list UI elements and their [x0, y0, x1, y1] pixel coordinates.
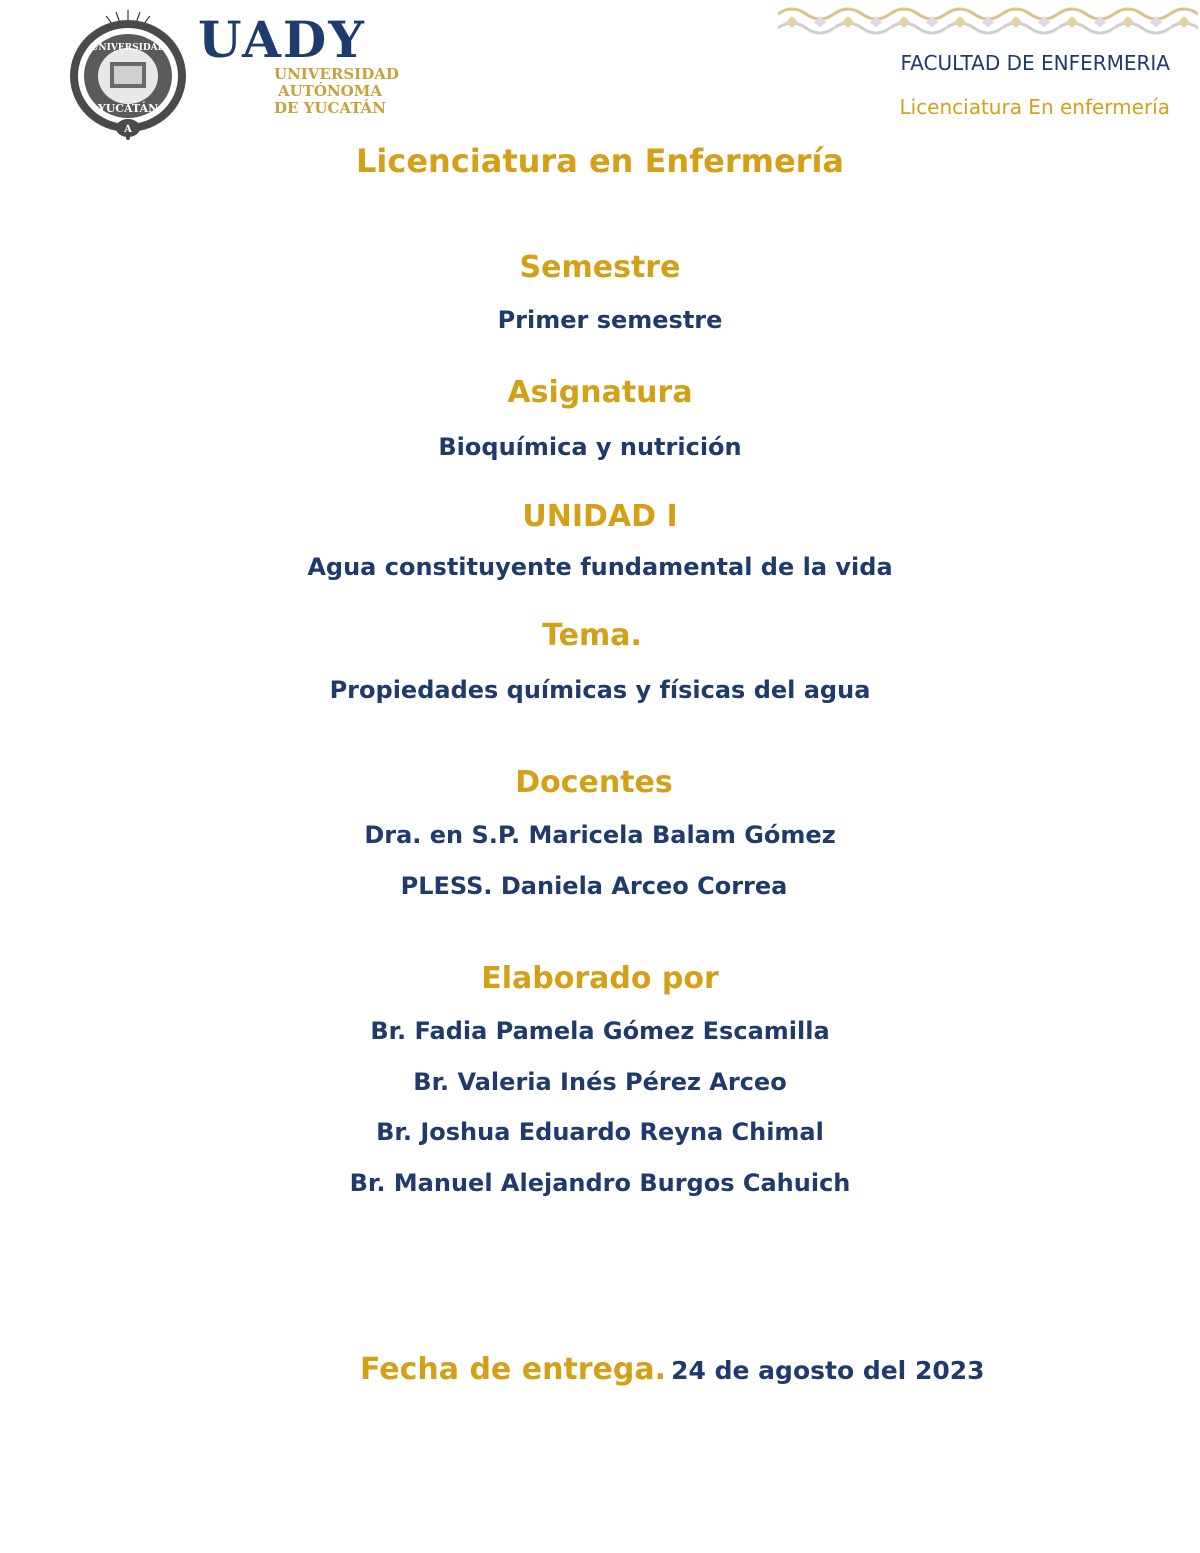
uady-acronym: UADY [198, 10, 366, 69]
svg-text:YUCATÁN: YUCATÁN [97, 102, 159, 115]
program-name: Licenciatura En enfermería [899, 95, 1170, 119]
uady-wordmark [198, 10, 438, 124]
unit-value: Agua constituyente fundamental de la vida [307, 553, 893, 581]
topic-label: Tema. [542, 618, 642, 653]
decorative-pattern [778, 4, 1198, 40]
author-name: Br. Valeria Inés Pérez Arceo [413, 1068, 787, 1096]
subject-label: Asignatura [507, 375, 693, 410]
semester-value: Primer semestre [497, 306, 723, 334]
svg-text:UNIVERSIDAD: UNIVERSIDAD [90, 43, 166, 53]
uady-name-line-1: UNIVERSIDAD [274, 65, 399, 83]
unit-label: UNIDAD I [522, 499, 678, 534]
subject-value: Bioquímica y nutrición [438, 433, 742, 461]
teacher-name: Dra. en S.P. Maricela Balam Gómez [364, 821, 836, 849]
author-name: Br. Manuel Alejandro Burgos Cahuich [349, 1169, 851, 1197]
delivery-date-label: Fecha de entrega. [360, 1352, 667, 1387]
document-title: Licenciatura en Enfermería [356, 142, 844, 180]
author-name: Br. Fadia Pamela Gómez Escamilla [370, 1017, 830, 1045]
svg-text:A: A [124, 124, 132, 135]
author-name: Br. Joshua Eduardo Reyna Chimal [376, 1118, 824, 1146]
uady-name-line-3: DE YUCATÁN [274, 99, 386, 117]
topic-value: Propiedades químicas y físicas del agua [329, 676, 871, 704]
delivery-date-value: 24 de agosto del 2023 [671, 1356, 985, 1385]
university-seal-logo [66, 6, 190, 140]
uady-name-line-2: AUTÓNOMA [278, 82, 382, 100]
teacher-name: PLESS. Daniela Arceo Correa [400, 872, 788, 900]
authors-label: Elaborado por [481, 961, 719, 996]
teachers-label: Docentes [515, 765, 673, 800]
faculty-name: FACULTAD DE ENFERMERIA [900, 51, 1170, 75]
delivery-date [360, 1352, 985, 1387]
semester-label: Semestre [519, 250, 681, 285]
